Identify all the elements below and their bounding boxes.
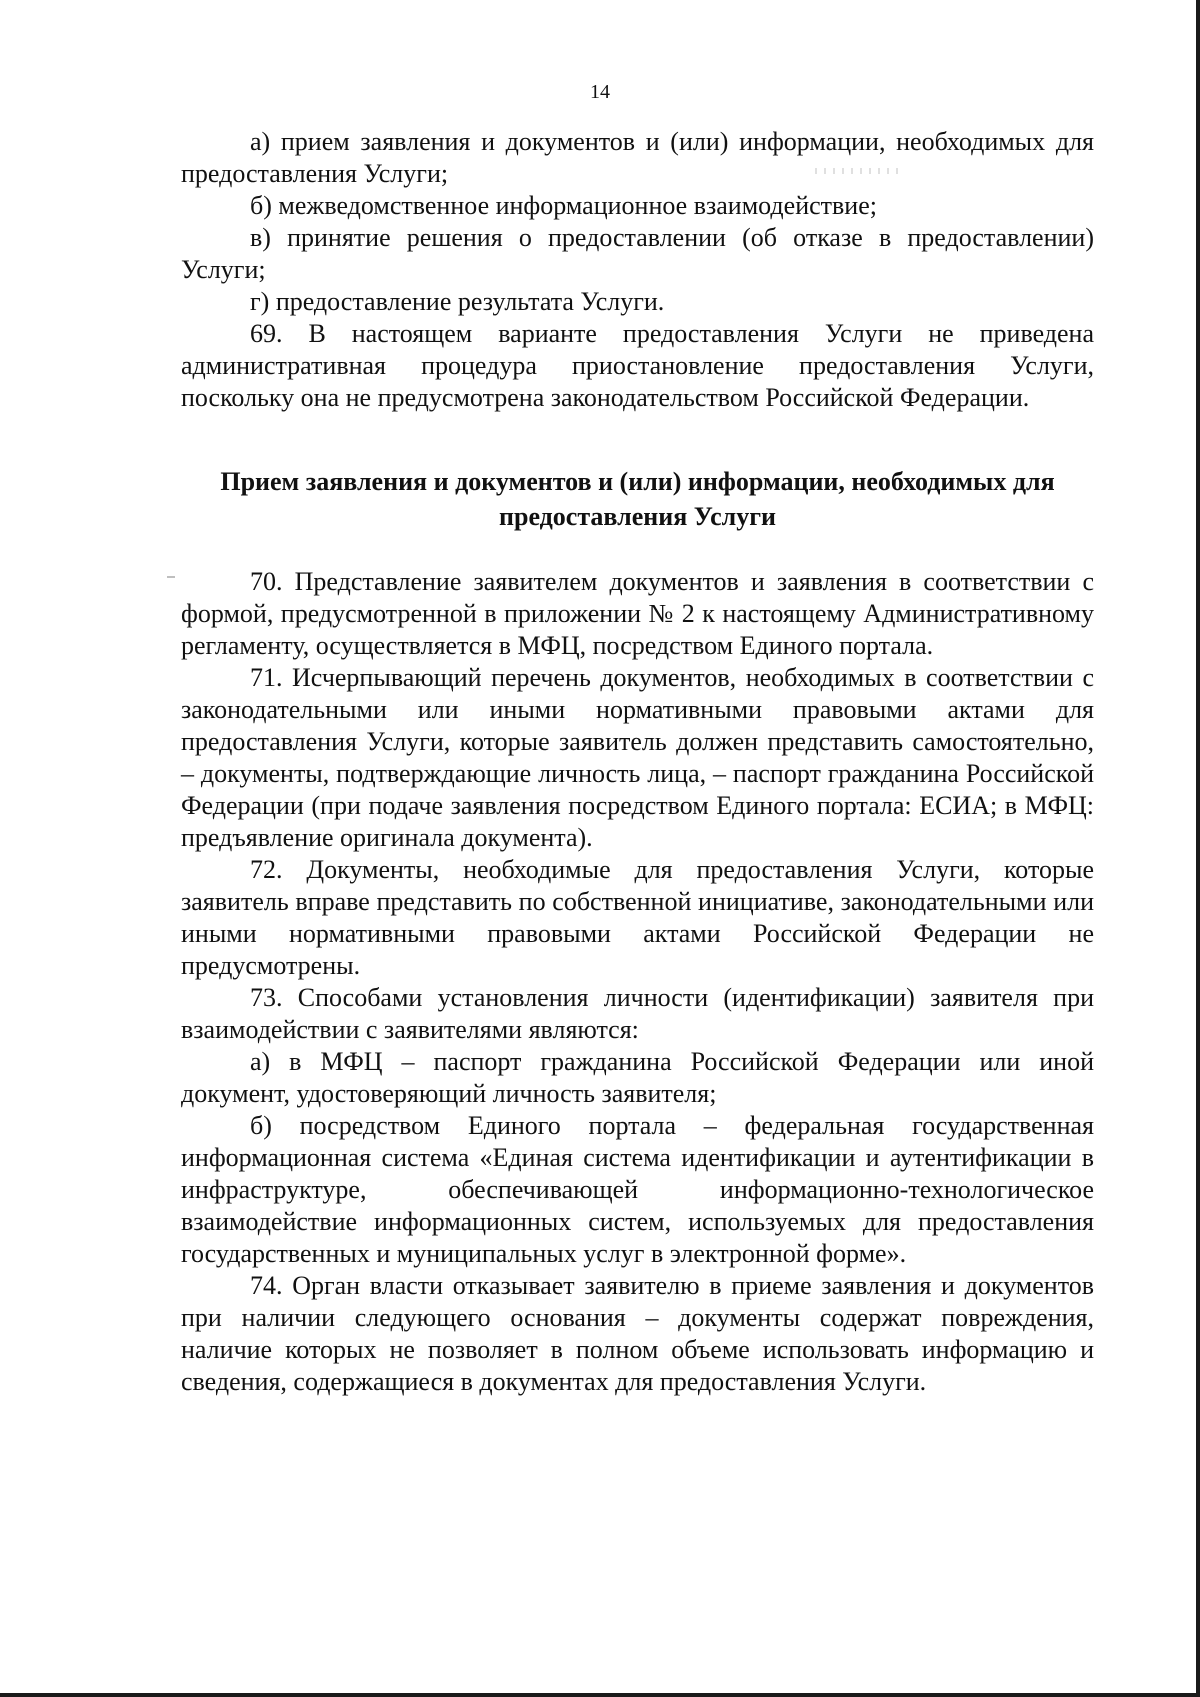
document-body (181, 126, 1094, 1398)
list-item-a: а) прием заявления и документов и (или) информации, необходимых для предоставления Услуги; (181, 127, 1094, 188)
paragraph-73-b: б) посредством Единого портала – федеральная государственная информационная система «Единая система идентификации и аутентификации в инфраструктуре, обеспечивающей информационно-технологическое взаимодействие информационных систем, используемых для предоставления государственных и муниципальных услуг в электронной форме». (181, 1111, 1094, 1268)
paragraph-70: 70. Представление заявителем документов и заявления в соответствии с формой, предусмотренной в приложении № 2 к настоящему Административному регламенту, осуществляется в МФЦ, посредством Единого портала. (181, 567, 1094, 660)
page-number: 14 (590, 81, 610, 103)
spacer (181, 554, 1094, 566)
section-heading: Прием заявления и документов и (или) информации, необходимых для предоставления Услуги (220, 467, 1055, 531)
paragraph-73-a: а) в МФЦ – паспорт гражданина Российской Федерации или иной документ, удостоверяющий личность заявителя; (181, 1047, 1094, 1108)
paragraph-69: 69. В настоящем варианте предоставления Услуги не приведена административная процедура приостановление предоставления Услуги, поскольку она не предусмотрена законодательством Российской Федерации. (181, 319, 1094, 412)
paragraph-73: 73. Способами установления личности (идентификации) заявителя при взаимодействии с заявителями являются: (181, 983, 1094, 1044)
list-item-b: б) межведомственное информационное взаимодействие; (250, 191, 877, 220)
list-item-g: г) предоставление результата Услуги. (250, 287, 665, 316)
paragraph-74: 74. Орган власти отказывает заявителю в приеме заявления и документов при наличии следующего основания – документы содержат повреждения, наличие которых не позволяет в полном объеме использовать информацию и сведения, содержащиеся в документах для предоставления Услуги. (181, 1271, 1094, 1396)
paragraph-72: 72. Документы, необходимые для предоставления Услуги, которые заявитель вправе представить по собственной инициативе, законодательными или иными нормативными правовыми актами Российской Федерации не предусмотрены. (181, 855, 1094, 980)
list-item-v: в) принятие решения о предоставлении (об отказе в предоставлении) Услуги; (181, 223, 1094, 284)
paragraph-71: 71. Исчерпывающий перечень документов, необходимых в соответствии с законодательными или иными нормативными правовыми актами для предоставления Услуги, которые заявитель должен представить самостоятельно, – документы, подтверждающие личность лица, – паспорт гражданина Российской Федерации (при подаче заявления посредством Единого портала: ЕСИА; в МФЦ: предъявление оригинала документа). (181, 663, 1094, 852)
scan-artifact-mark (167, 576, 175, 578)
